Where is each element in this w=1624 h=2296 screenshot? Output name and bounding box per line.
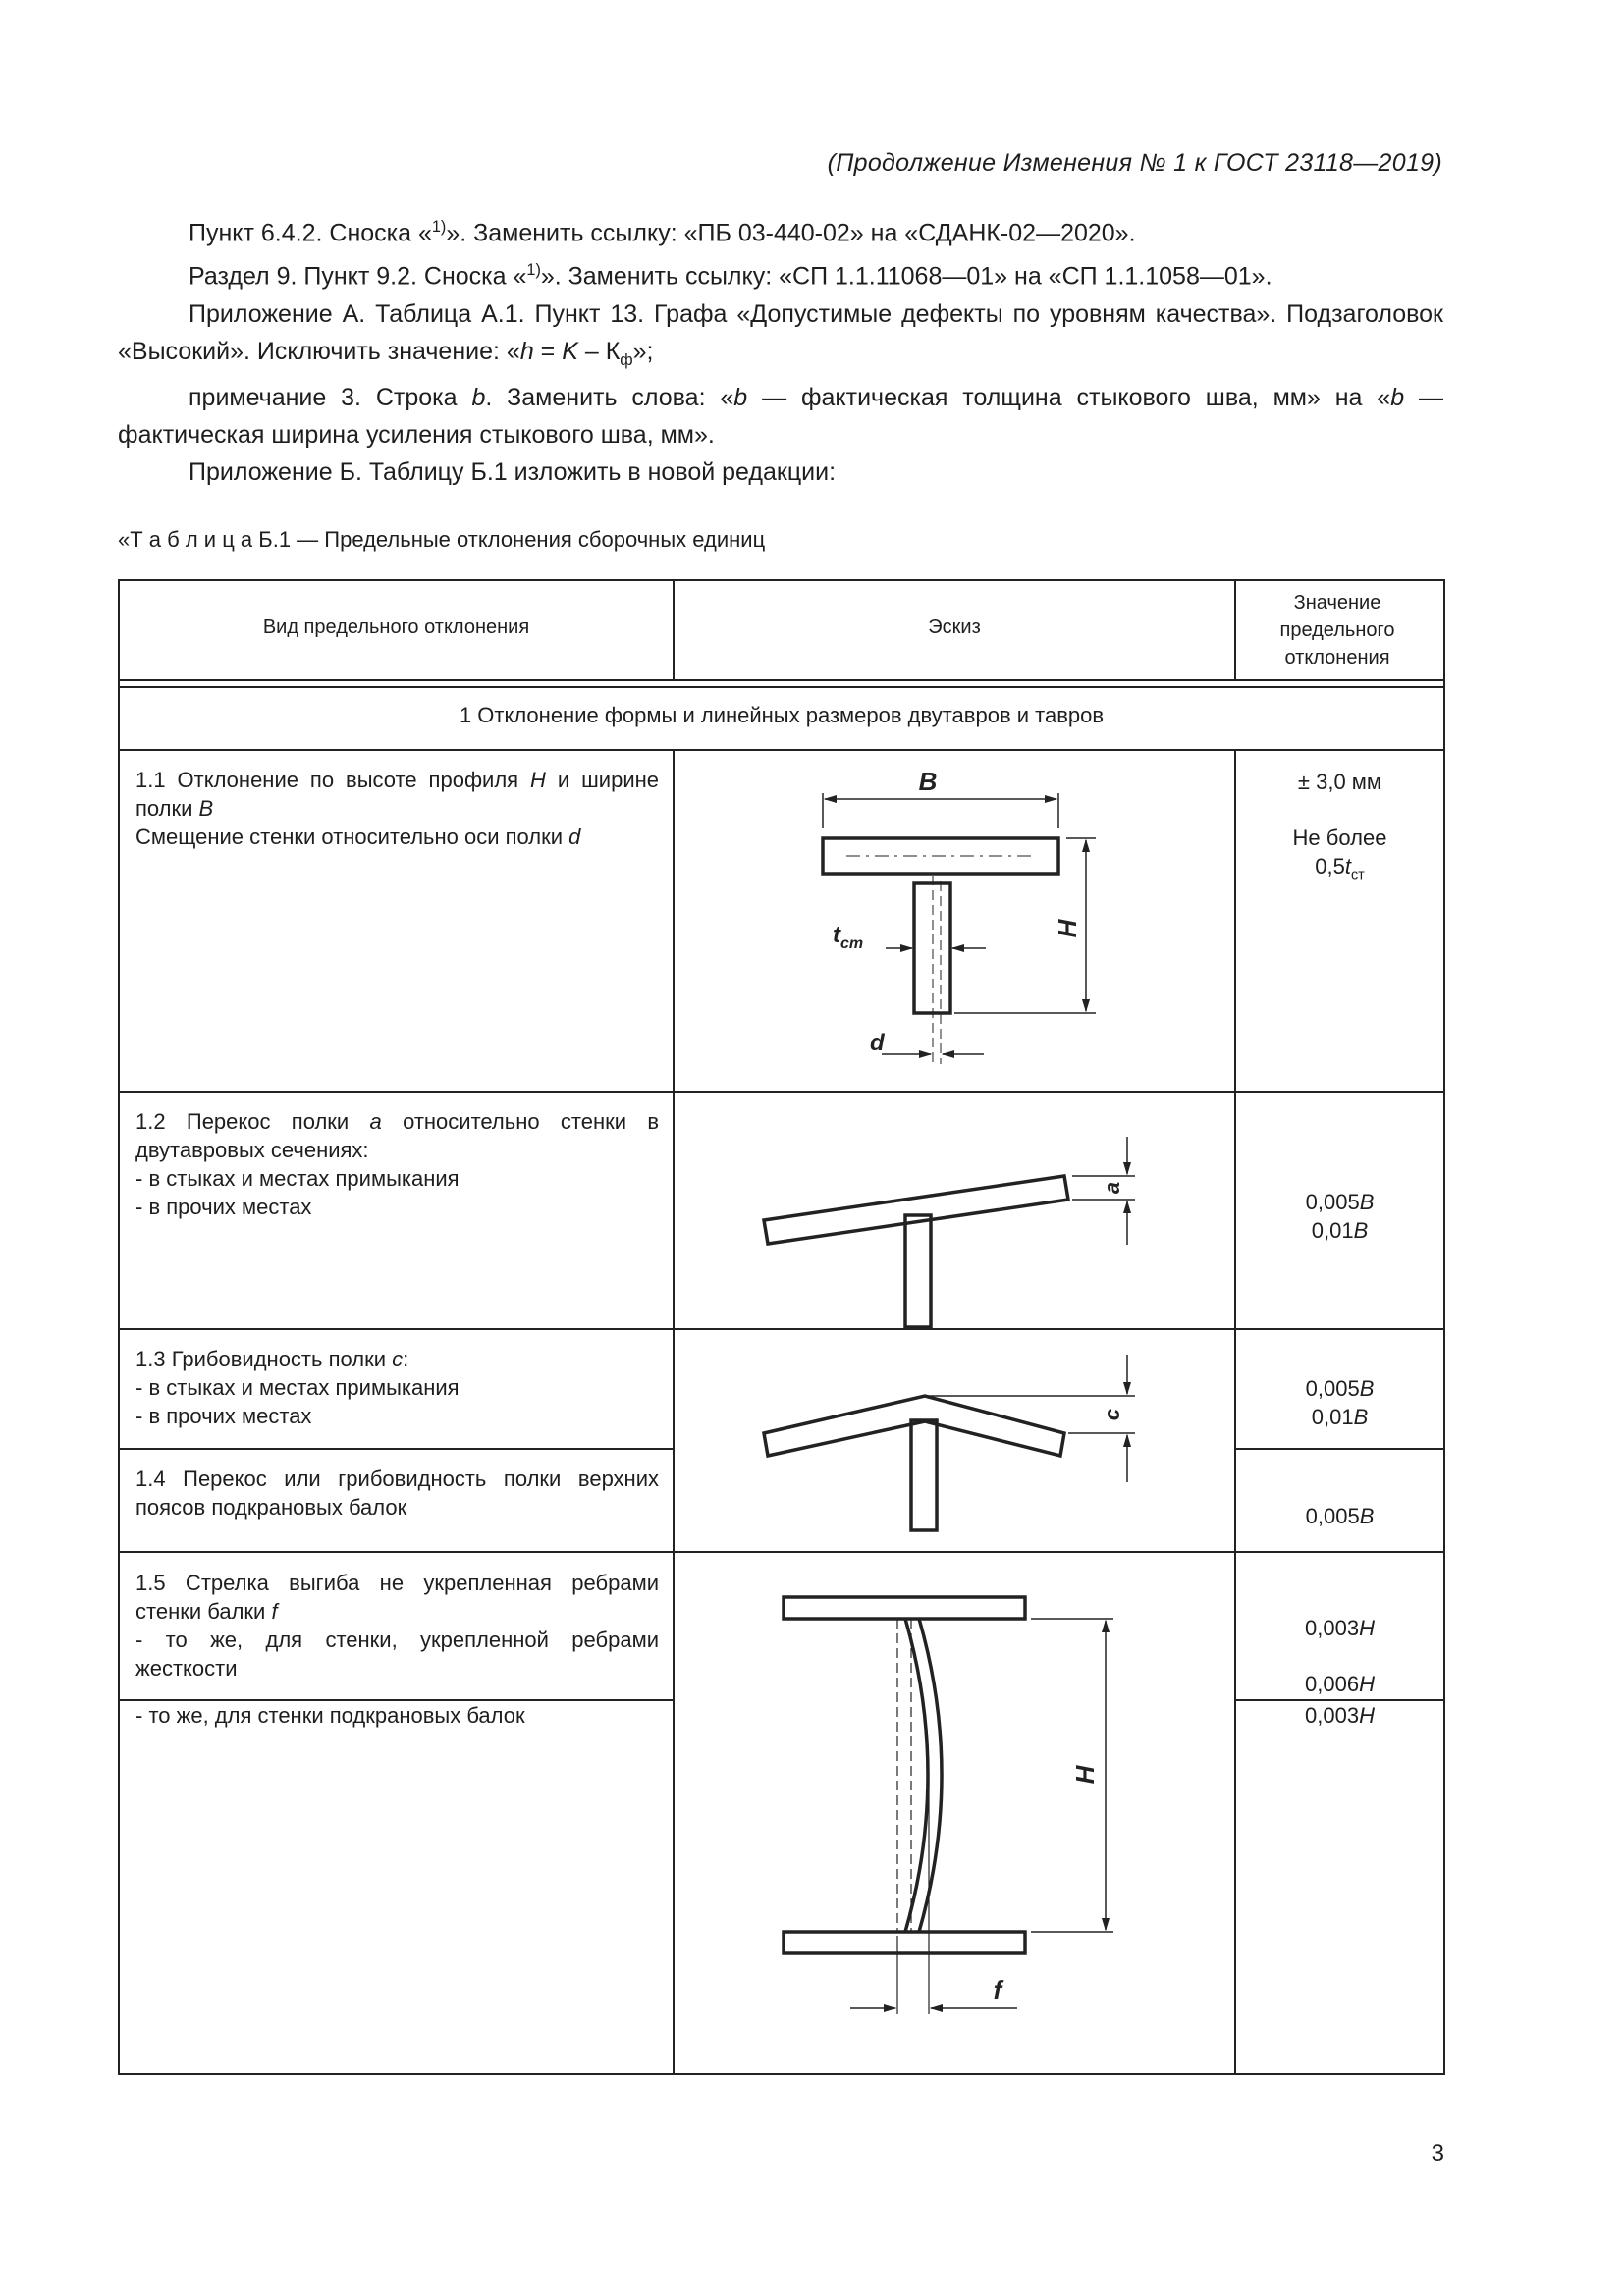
running-header: (Продолжение Изменения № 1 к ГОСТ 23118—2019) — [827, 149, 1442, 177]
table-caption: «Т а б л и ц а Б.1 — Предельные отклонения сборочных единиц — [118, 527, 766, 552]
row-1-1-value: ± 3,0 мм Не более $0,5t_{ст}$ — [1292, 770, 1387, 883]
sketch-1-3 — [764, 1396, 1064, 1530]
row-1-1-text: 1.1 Отклонение по высоте профиля H и ширине полки B Смещение стенки относительно оси полки d — [135, 768, 659, 849]
body-text — [118, 208, 1443, 491]
sketch-1-2 — [764, 1176, 1068, 1327]
row-1-4-text: 1.4 Перекос или грибовидность полки верхних поясов подкрановых балок — [135, 1467, 659, 1520]
limit-deviations-table — [118, 579, 1445, 2075]
row-1-3-value: 0,005B 0,01B — [1305, 1376, 1375, 1429]
row-1-5-value: 0,003H 0,006H — [1305, 1616, 1375, 1696]
row-1-5-value-crane: 0,003H — [1305, 1703, 1375, 1728]
col-header-value: Значение предельного отклонения — [1279, 592, 1395, 668]
paragraph-1: Пункт 6.4.2. Сноска «$^{1)}$». Заменить ссылку: «ПБ 03-440-02» на «СДАНК-02—2020». — [189, 218, 1136, 247]
paragraph-5: Приложение Б. Таблицу Б.1 изложить в новой редакции: — [189, 457, 837, 486]
row-1-3-text: 1.3 Грибовидность полки c: - в стыках и местах примыкания - в прочих местах — [135, 1347, 460, 1428]
label-f: f — [993, 1975, 1002, 2004]
paragraph-3: Приложение А. Таблица А.1. Пункт 13. Графа «Допустимые дефекты по уровням качества». Подзаголовок «Высокий». Исключить значение: «$h = K - К_ф$»; — [118, 299, 1443, 369]
col-header-sketch: Эскиз — [928, 616, 981, 638]
paragraph-2: Раздел 9. Пункт 9.2. Сноска «$^{1)}$». Заменить ссылку: «СП 1.1.11068—01» на «СП 1.1.1058—01». — [189, 261, 1272, 291]
label-t: $t_{ст}$ — [833, 922, 864, 952]
row-1-2-text: 1.2 Перекос полки a относительно стенки в двутавровых сечениях: - в стыках и местах примыкания - в прочих местах — [135, 1109, 660, 1219]
label-d: d — [870, 1030, 885, 1056]
sketch-1-5 — [784, 1597, 1113, 2014]
label-H-beam: H — [1070, 1765, 1100, 1785]
paragraph-4: примечание 3. Строка b. Заменить слова: «b — фактическая толщина стыкового шва, мм» на «b — фактическая ширина усиления стыкового шва, мм». — [118, 383, 1443, 449]
row-1-2-value: 0,005B 0,01B — [1305, 1190, 1375, 1243]
col-header-type: Вид предельного отклонения — [262, 616, 530, 638]
row-1-5-text: 1.5 Стрелка выгиба не укрепленная ребрами стенки балки f - то же, для стенки, укрепленной ребрами жесткости — [135, 1571, 659, 1681]
label-H: H — [1053, 919, 1082, 938]
label-a: a — [1100, 1181, 1124, 1195]
section-title: 1 Отклонение формы и линейных размеров двутавров и тавров — [459, 703, 1105, 727]
row-1-4-value: 0,005B — [1305, 1504, 1375, 1528]
label-B: B — [918, 767, 938, 796]
label-c: c — [1100, 1408, 1124, 1421]
page-number: 3 — [1431, 2140, 1444, 2166]
row-1-5-subtext: - то же, для стенки подкрановых балок — [135, 1703, 525, 1728]
sketches — [120, 581, 1443, 2075]
